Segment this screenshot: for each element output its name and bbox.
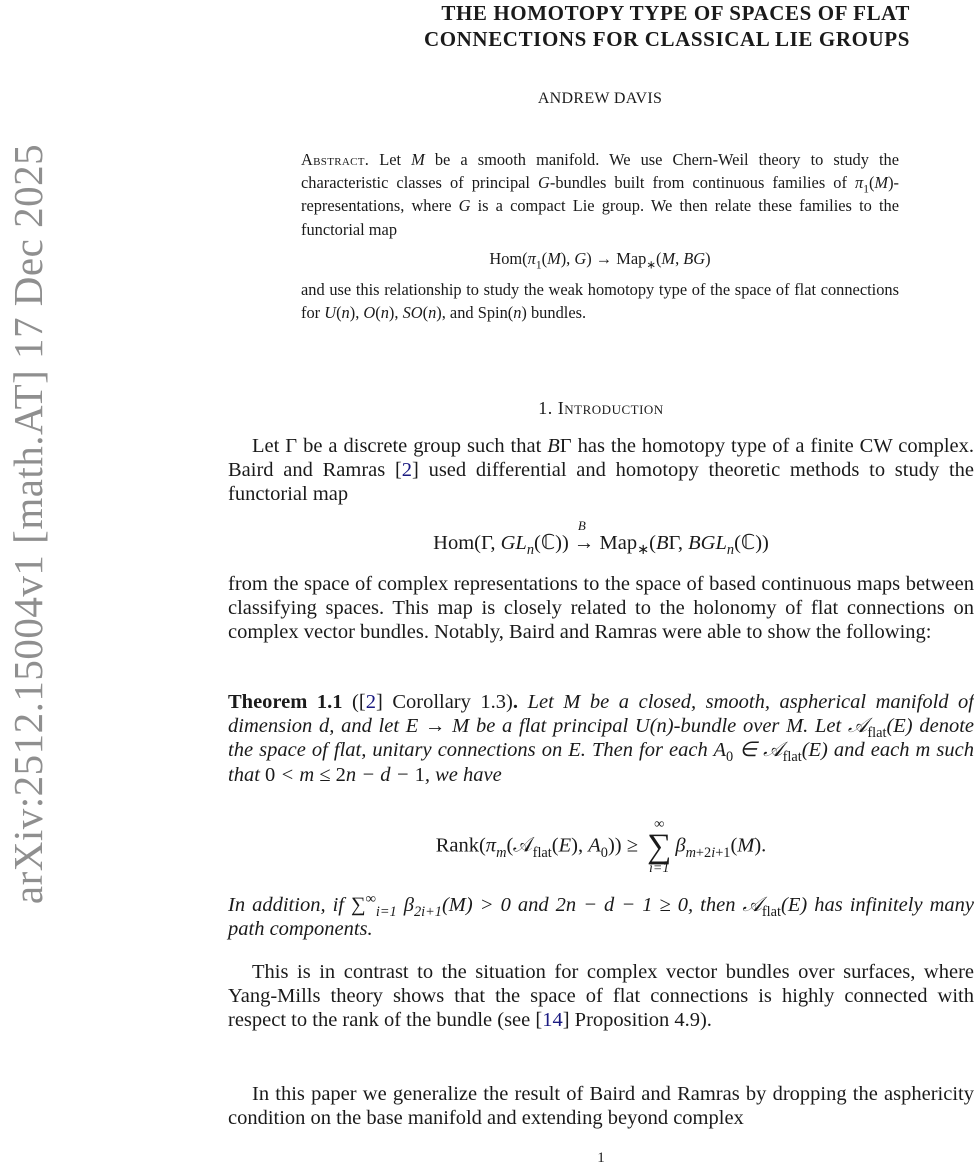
- theorem-1-1: Theorem 1.1 ([2] Corollary 1.3). Let M be a closed, smooth, aspherical manifold of dimension d, and let E → M be a flat principal U(n)-bundle over M. Let 𝒜$_{flat}$(E) denote the space of flat, unitary connections on E. Then for each $A_0$ ∈ 𝒜$_{flat}$(E) and each m such that 0 < m ≤ 2n − d − 1, we have: [228, 691, 974, 786]
- citation-link-14[interactable]: 14: [542, 1009, 563, 1032]
- abstract-para-2: and use this relationship to study the weak homotopy type of the space of flat connections for U(n), O(n), SO(n), and Spin(n) bundles.: [301, 280, 899, 323]
- author-name: ANDREW DAVIS: [537, 90, 663, 107]
- equation-functorial-map: Hom(Γ, $GL_n(ℂ)$) → B Map$_∗$(BΓ, $BGL_n(ℂ)$): [433, 518, 769, 559]
- intro-paragraph-3: This is in contrast to the situation for complex vector bundles over surfaces, where Yang-Mills theory shows that the space of flat connections is highly connected with respect to the rank of the bundle (see [14] Proposition 4.9).: [228, 961, 974, 1032]
- intro-paragraph-2: from the space of complex representations to the space of based continuous maps between classifying spaces. This map is closely related to the holonomy of flat connections on complex vector bundles. Notably, Baird and Ramras were able to show the following:: [228, 573, 974, 644]
- arxiv-identifier-stamp: arXiv:2512.15004v1 [math.AT] 17 Dec 2025: [5, 143, 51, 905]
- section-heading-introduction: 1. Introduction: [538, 398, 664, 418]
- page-number: 1: [597, 1150, 605, 1166]
- abstract-para-1: Abstract. Let M be a smooth manifold. We use Chern-Weil theory to study the characteristic classes of principal G-bundles built from continuous families of $\pi_1(M)$-representations, where G is a compact Lie group. We then relate these families to the functorial map: [301, 150, 899, 239]
- abstract-label: Abstract.: [301, 150, 370, 169]
- intro-paragraph-1: Let Γ be a discrete group such that BΓ has the homotopy type of a finite CW complex. Baird and Ramras [2] used differential and homotopy theoretic methods to study the functorial map: [228, 435, 974, 506]
- citation-link-2-theorem[interactable]: 2: [365, 691, 376, 713]
- theorem-equation: $Rank(\pi_m(𝒜_{flat}(E)$, $A_0$)) ≥ ∞ ∑ i=1 $\beta_{m+2i+1}(M)$.: [435, 817, 767, 876]
- paper-title: [290, 0, 910, 52]
- title-line-1: THE HOMOTOPY TYPE OF SPACES OF FLAT: [441, 1, 910, 25]
- theorem-label: Theorem 1.1: [228, 691, 343, 713]
- abstract-equation: $Hom(\pi_1(M)$, G) → Map$_∗$(M, BG): [489, 248, 711, 272]
- theorem-addendum: In addition, if $\sum^\infty_{i=1}$ $\beta_{2i+1}(M) > 0$ and 2n − d − 1 ≥ 0, then 𝒜$_{flat}$(E) has infinitely many path components.: [228, 891, 974, 941]
- title-line-2: CONNECTIONS FOR CLASSICAL LIE GROUPS: [423, 27, 910, 51]
- abstract: [301, 148, 899, 324]
- citation-link-2[interactable]: 2: [401, 459, 413, 482]
- intro-paragraph-4: In this paper we generalize the result of Baird and Ramras by dropping the asphericity condition on the base manifold and extending beyond complex: [228, 1083, 974, 1130]
- summation-symbol: ∞ ∑ i=1: [647, 817, 672, 876]
